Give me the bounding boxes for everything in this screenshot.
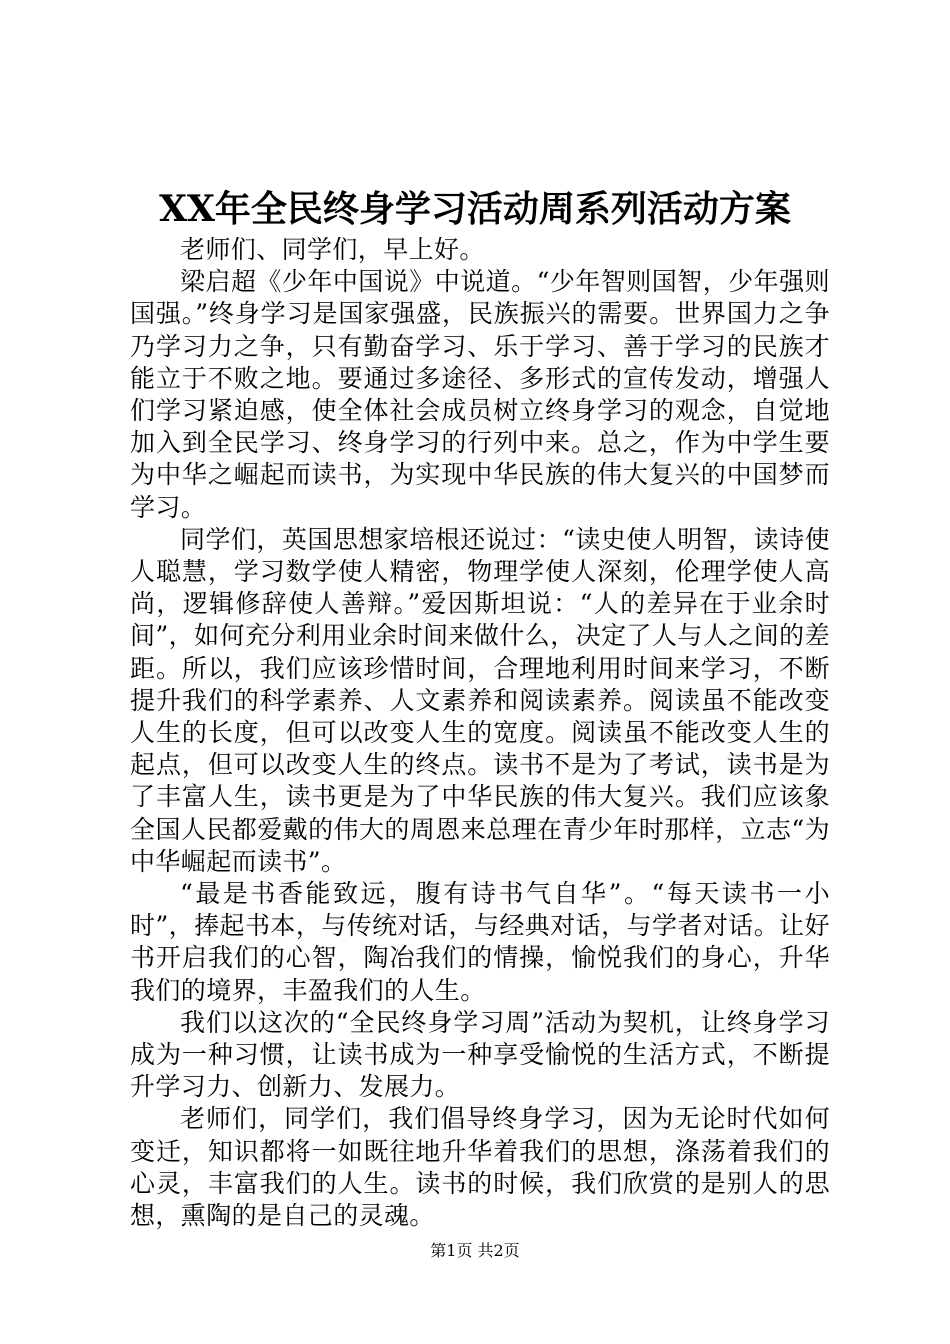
paragraph-book-fragrance: “最是书香能致远，腹有诗书气自华”。“每天读书一小时”，捧起书本，与传统对话，与经典对话，与学者对话。让好书开启我们的心智，陶冶我们的情操，愉悦我们的身心，升华我们的境界，丰盈我们的人生。 xyxy=(130,879,830,1005)
document-body xyxy=(130,234,830,1232)
paragraph-conclusion: 老师们，同学们，我们倡导终身学习，因为无论时代如何变迁，知识都将一如既往地升华着我们的思想，涤荡着我们的心灵，丰富我们的人生。读书的时候，我们欣赏的是别人的思想，熏陶的是自己的灵魂。 xyxy=(130,1104,830,1231)
document-title: XX年全民终身学习活动周系列活动方案 xyxy=(159,188,791,230)
paragraph-greeting: 老师们、同学们，早上好。 xyxy=(180,235,485,264)
paragraph-learning-week: 我们以这次的“全民终身学习周”活动为契机，让终身学习成为一种习惯，让读书成为一种享受愉悦的生活方式，不断提升学习力、创新力、发展力。 xyxy=(130,1007,830,1102)
paragraph-bacon-einstein: 同学们，英国思想家培根还说过：“读史使人明智，读诗使人聪慧，学习数学使人精密，物理学使人深刻，伦理学使人高尚，逻辑修辞使人善辩。”爱因斯坦说：“人的差异在于业余时间”，如何充分利用业余时间来做什么，决定了人与人之间的差距。所以，我们应该珍惜时间，合理地利用时间来学习，不断提升我们的科学素养、人文素养和阅读素养。阅读虽不能改变人生的长度，但可以改变人生的宽度。阅读虽不能改变人生的起点，但可以改变人生的终点。读书不是为了考试，读书是为了丰富人生，读书更是为了中华民族的伟大复兴。我们应该象全国人民都爱戴的伟大的周恩来总理在青少年时那样，立志“为中华崛起而读书”。 xyxy=(130,524,830,876)
page-number-footer: 第1页 共2页 xyxy=(430,1241,520,1260)
paragraph-liang-qichao: 梁启超《少年中国说》中说道。“少年智则国智，少年强则国强。”终身学习是国家强盛，民族振兴的需要。世界国力之争乃学习力之争，只有勤奋学习、乐于学习、善于学习的民族才能立于不败之地。要通过多途径、多形式的宣传发动，增强人们学习紧迫感，使全体社会成员树立终身学习的观念，自觉地加入到全民学习、终身学习的行列中来。总之，作为中学生要为中华之崛起而读书，为实现中华民族的伟大复兴的中国梦而学习。 xyxy=(130,267,830,522)
